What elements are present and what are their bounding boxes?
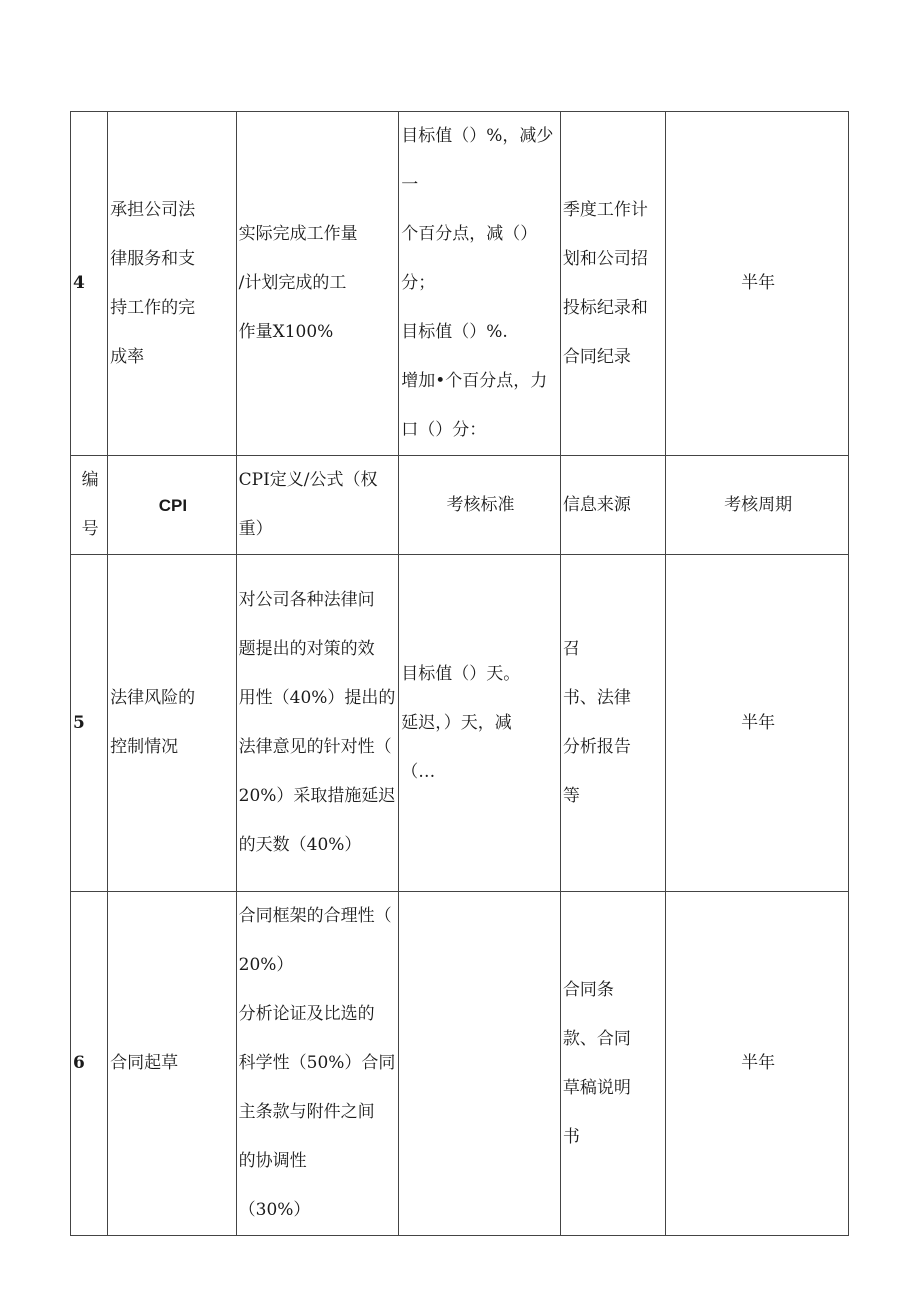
header-cycle: 考核周期 <box>666 456 849 555</box>
definition-cell: 合同框架的合理性（ 20%） 分析论证及比选的 科学性（50%）合同 主条款与附件之间 的协调性 （30%） <box>236 892 399 1236</box>
standard-cell <box>399 892 561 1236</box>
cpi-cell: 承担公司法 律服务和支 持工作的完 成率 <box>108 112 236 456</box>
source-cell: 季度工作计 划和公司招 投标纪录和 合同纪录 <box>560 112 665 456</box>
header-definition: CPI定义/公式（权 重） <box>236 456 399 555</box>
table-header-row <box>71 456 849 555</box>
table-row <box>71 555 849 892</box>
source-cell: 合同条 款、合同 草稿说明 书 <box>560 892 665 1236</box>
row-number: 5 <box>71 555 108 892</box>
header-source: 信息来源 <box>560 456 665 555</box>
header-cpi: CPI <box>108 456 236 555</box>
table-row <box>71 892 849 1236</box>
row-number: 6 <box>71 892 108 1236</box>
row-number: 4 <box>71 112 108 456</box>
cycle-cell: 半年 <box>666 892 849 1236</box>
cycle-cell: 半年 <box>666 112 849 456</box>
standard-cell: 目标值（）%，减少一 个百分点，减（）分； 目标值（）%. 增加•个百分点，力 口（）分： <box>399 112 561 456</box>
cpi-cell: 合同起草 <box>108 892 236 1236</box>
header-no: 编 号 <box>71 456 108 555</box>
cpi-cell: 法律风险的 控制情况 <box>108 555 236 892</box>
standard-cell: 目标值（）天。 延迟，）天，减 （… <box>399 555 561 892</box>
header-standard: 考核标准 <box>399 456 561 555</box>
cycle-cell: 半年 <box>666 555 849 892</box>
kpi-table <box>70 111 849 1236</box>
definition-cell: 实际完成工作量 /计划完成的工 作量X100% <box>236 112 399 456</box>
table-row <box>71 112 849 456</box>
source-cell: 召 书、法律 分析报告 等 <box>560 555 665 892</box>
definition-cell: 对公司各种法律问 题提出的对策的效 用性（40%）提出的 法律意见的针对性（ 20%）采取措施延迟 的天数（40%） <box>236 555 399 892</box>
